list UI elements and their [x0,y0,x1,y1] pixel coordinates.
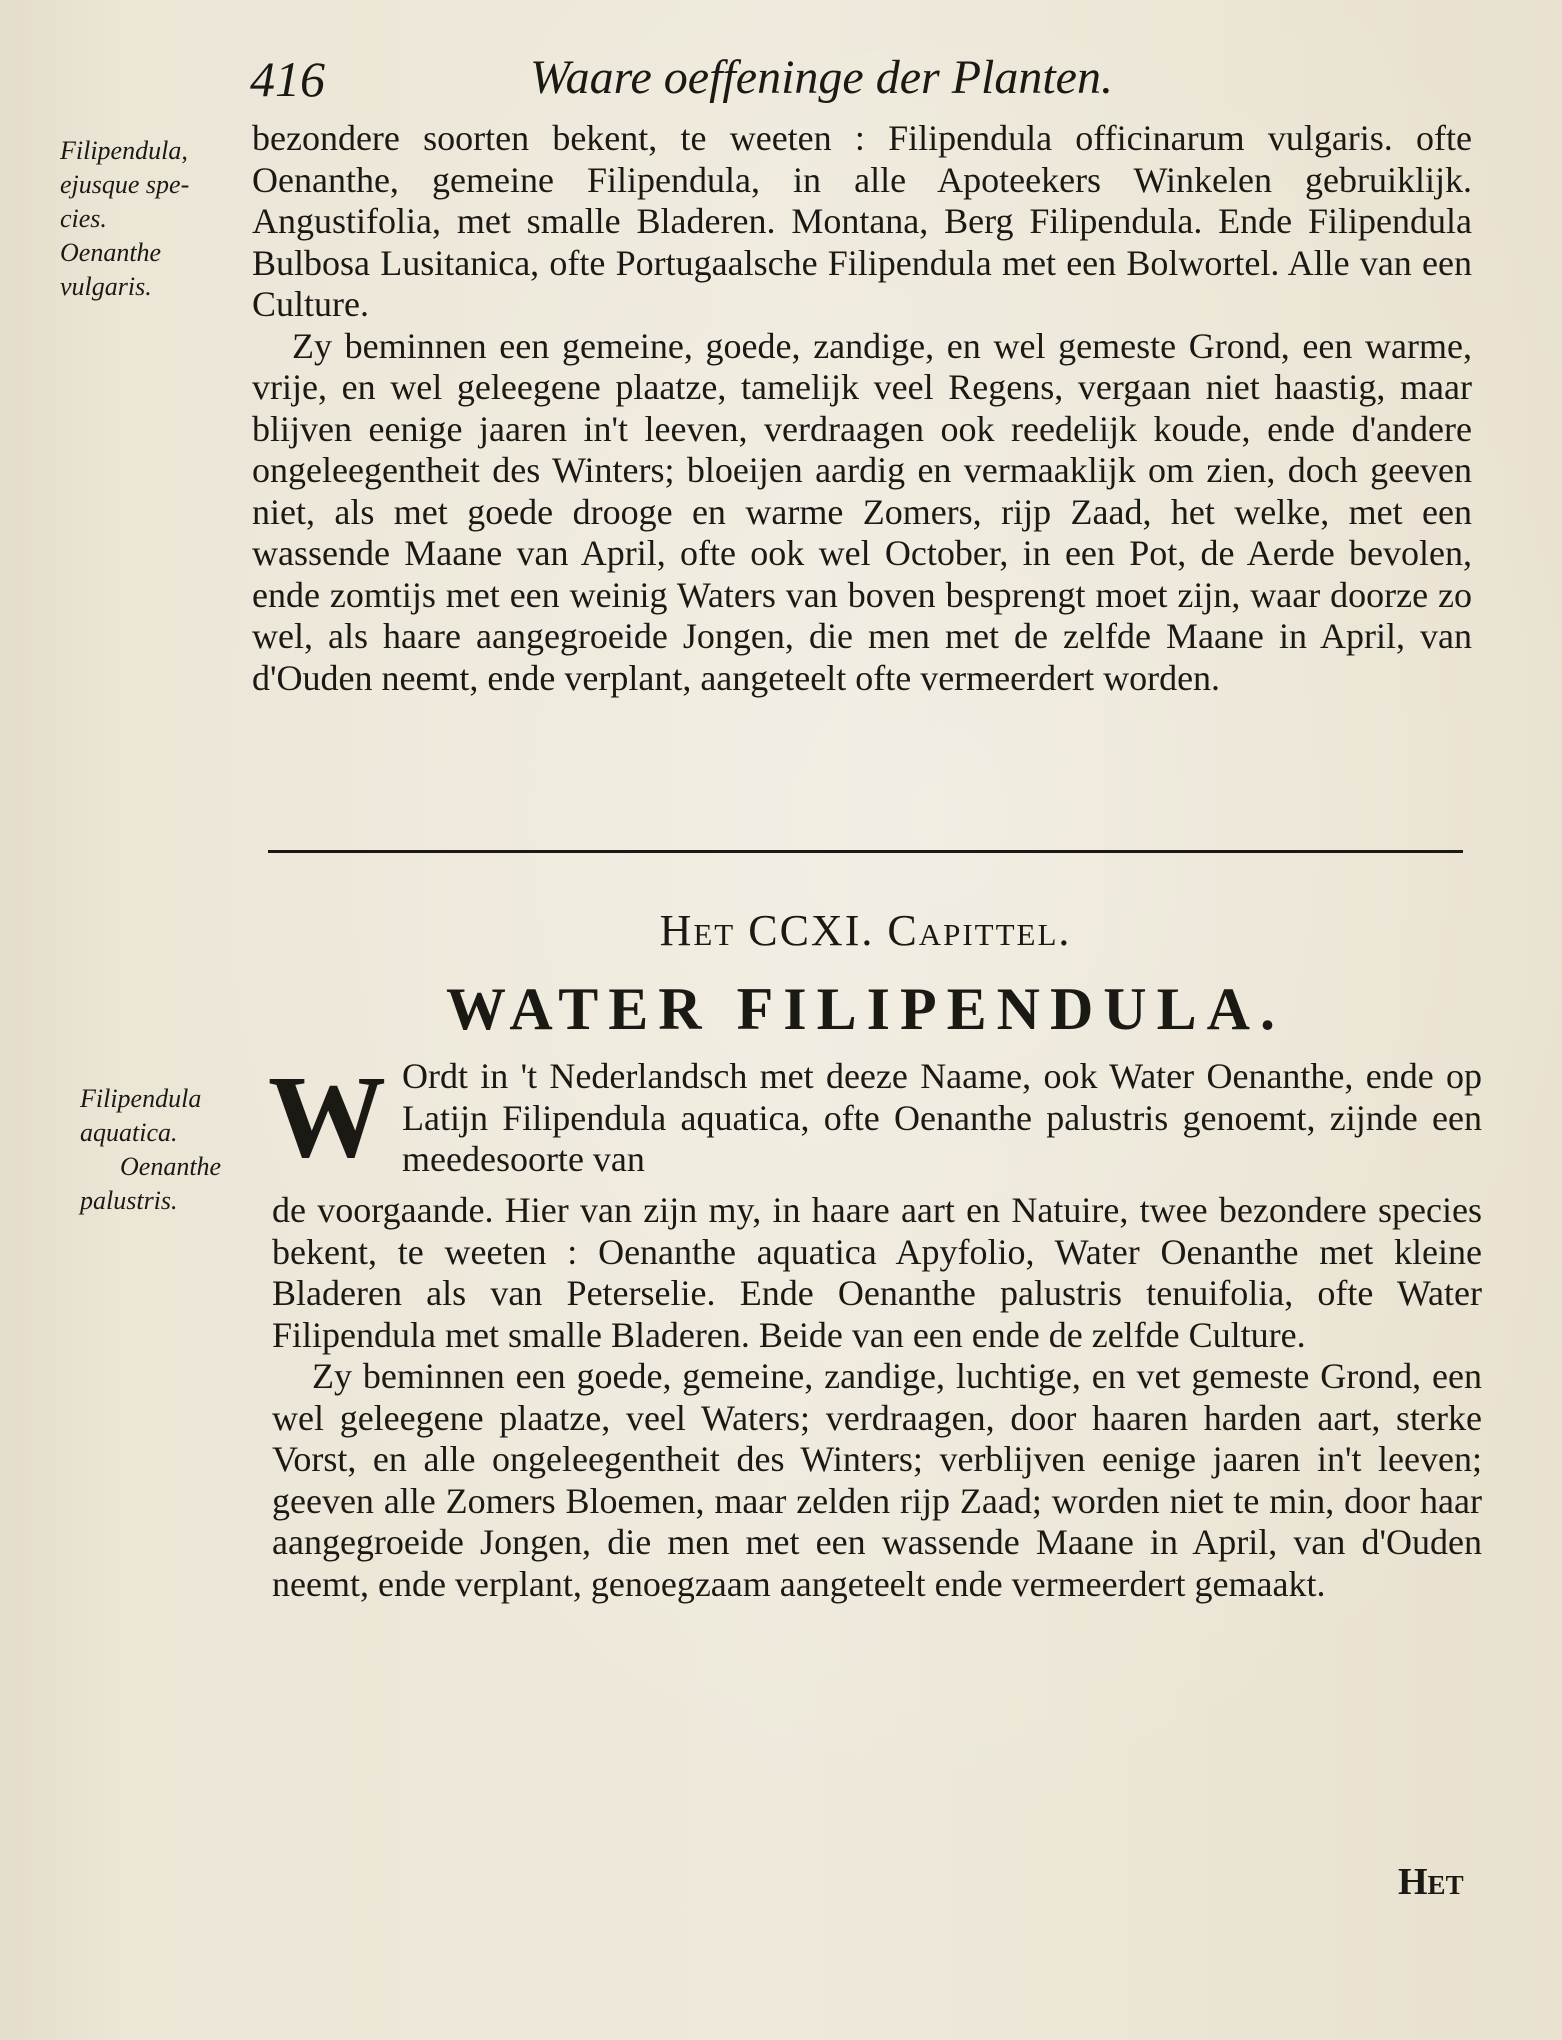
section2-lead [402,1056,1482,1181]
paragraph: Zy beminnen een gemeine, goede, zandige, en wel gemeste Grond, een warme, vrije, en wel geleegene plaatze, tamelijk veel Regens, vergaan niet haastig, maar blijven eenige jaaren in't leeven, verdraagen ook reedelijk koude, ende d'andere ongeleegentheit des Winters; bloeijen aardig en vermaaklijk om zien, doch geeven niet, als met goede drooge en warme Zomers, rijp Zaad, het welke, met een wassende Maane van April, ofte ook wel October, in een Pot, de Aerde bevolen, ende zomtijs met een weinig Waters van boven besprengt moet zijn, waar doorze zo wel, als haare aangegroeide Jongen, die men met de zelfde Maane in April, van d'Ouden neemt, ende verplant, aangeteelt ofte vermeerdert worden. [252,325,1472,698]
catchword: Het [1398,1861,1464,1903]
section2-text [272,1190,1482,1605]
page-number: 416 [250,51,325,107]
margin-note: aquatica. [80,1118,178,1147]
drop-cap: W [268,1051,386,1182]
chapter-heading: Het CCXI. Capittel. [659,906,1072,955]
margin-note: ejusque spe- [60,170,190,199]
margin-note: Filipendula [80,1084,202,1113]
paragraph: Ordt in 't Nederlandsch met deeze Naame, ook Water Oenanthe, ende op Latijn Filipendula aquatica, ofte Oenanthe palustris genoemt, zijnde een meedesoorte van [402,1056,1482,1179]
margin-note: Oenanthe [60,238,162,267]
section1-text [252,118,1472,699]
paragraph: Zy beminnen een goede, gemeine, zandige, luchtige, en vet gemeste Grond, een wel geleegene plaatze, veel Waters; verdraagen, door haaren harden aart, sterke Vorst, en alle ongeleegentheit des Winters; verblijven eenige jaaren in't leeven; geeven alle Zomers Bloemen, maar zelden rijp Zaad; worden niet te min, door haar aangegroeide Jongen, die men met een wassende Maane in April, van d'Ouden neemt, ende verplant, genoegzaam aangeteelt ende vermeerdert gemaakt. [272,1356,1482,1604]
margin-notes-1 [60,134,260,304]
margin-note: vulgaris. [60,272,152,301]
margin-notes-2 [80,1082,280,1218]
paragraph: de voorgaande. Hier van zijn my, in haare aart en Natuire, twee bezondere species bekent, te weeten : Oenanthe aquatica Apyfolio, Water Oenanthe met kleine Bladeren als van Peterselie. Ende Oenanthe palustris tenuifolia, ofte Water Filipendula met smalle Bladeren. Beide van een ende de zelfde Culture. [272,1190,1482,1355]
margin-note: Oenanthe [120,1152,222,1181]
margin-note: palustris. [80,1186,178,1215]
paragraph: bezondere soorten bekent, te weeten : Filipendula officinarum vulgaris. ofte Oenanthe, gemeine Filipendula, in alle Apoteekers Winkelen gebruiklijk. Angustifolia, met smalle Bladeren. Montana, Berg Filipendula. Ende Filipendula Bulbosa Lusitanica, ofte Portugaalsche Filipendula met een Bolwortel. Alle van een Culture. [252,118,1472,324]
section-divider [268,850,1463,853]
margin-note: Filipendula, [60,136,188,165]
running-head [250,50,1200,114]
running-title: Waare oeffeninge der Planten. [530,51,1113,104]
chapter-title: WATER FILIPENDULA. [446,976,1285,1042]
margin-note: cies. [60,204,107,233]
